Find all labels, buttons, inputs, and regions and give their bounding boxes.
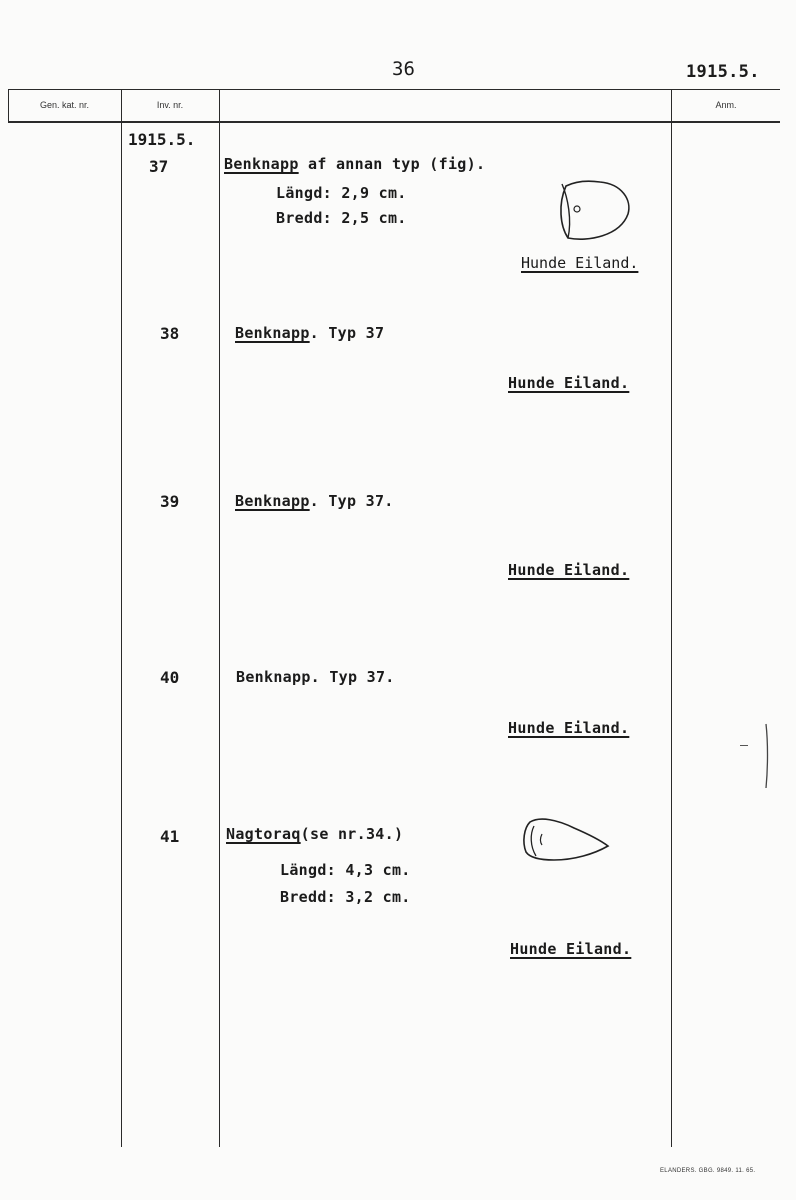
entry-title: Benknapp: [224, 155, 299, 173]
entry-description: (se nr.34.): [300, 825, 404, 843]
entry-location: Hunde Eiland.: [510, 940, 632, 958]
entry-title: Nagtoraq: [226, 825, 301, 843]
button-sketch-icon: [548, 176, 638, 246]
inv-number: 39: [160, 492, 180, 511]
entry-title: Benknapp: [236, 668, 311, 686]
entry-title: Benknapp: [235, 324, 310, 342]
column-header-gen-kat: Gen. kat. nr.: [39, 100, 90, 110]
entry-width: Bredd: 3,2 cm.: [280, 888, 411, 906]
series-header: 1915.5.: [686, 62, 760, 82]
printer-imprint: ELANDERS. GBG. 9849. 11. 65.: [660, 1168, 756, 1174]
entry-title: Benknapp: [235, 492, 310, 510]
entry-description: . Typ 37.: [309, 492, 394, 510]
column-header-inv: Inv. nr.: [156, 100, 184, 110]
harpoon-sketch-icon: [518, 812, 614, 868]
entry-description: . Typ 37: [309, 324, 385, 342]
entry-location: Hunde Eiland.: [508, 374, 630, 392]
entry-title-line: [226, 825, 403, 843]
entry-title-line: [235, 324, 384, 342]
entry-width: Bredd: 2,5 cm.: [276, 209, 407, 227]
entry-title-line: [224, 155, 485, 173]
entry-location: Hunde Eiland.: [508, 561, 630, 579]
inv-number: 37: [149, 157, 169, 176]
entry-length: Längd: 2,9 cm.: [276, 184, 407, 202]
column-divider-3: [671, 89, 672, 1147]
entry-title-line: [236, 668, 395, 686]
table-top-rule: [8, 89, 780, 90]
column-divider-1: [121, 89, 122, 1147]
margin-dash-mark: [740, 745, 748, 746]
page-number: 36: [392, 58, 415, 80]
column-divider-2: [219, 89, 220, 1147]
inv-number: 41: [160, 827, 180, 846]
entry-description: af annan typ (fig).: [298, 155, 486, 173]
table-header-rule: [8, 121, 780, 123]
entry-title-line: [235, 492, 394, 510]
entry-location: Hunde Eiland.: [508, 719, 630, 737]
column-header-anm: Anm.: [715, 100, 737, 110]
inv-number: 40: [160, 668, 180, 687]
series-label: 1915.5.: [128, 130, 196, 149]
entry-description: . Typ 37.: [310, 668, 395, 686]
entry-length: Längd: 4,3 cm.: [280, 861, 411, 879]
entry-location: Hunde Eiland.: [521, 254, 639, 272]
margin-bracket-mark: [760, 722, 774, 792]
inv-number: 38: [160, 324, 180, 343]
